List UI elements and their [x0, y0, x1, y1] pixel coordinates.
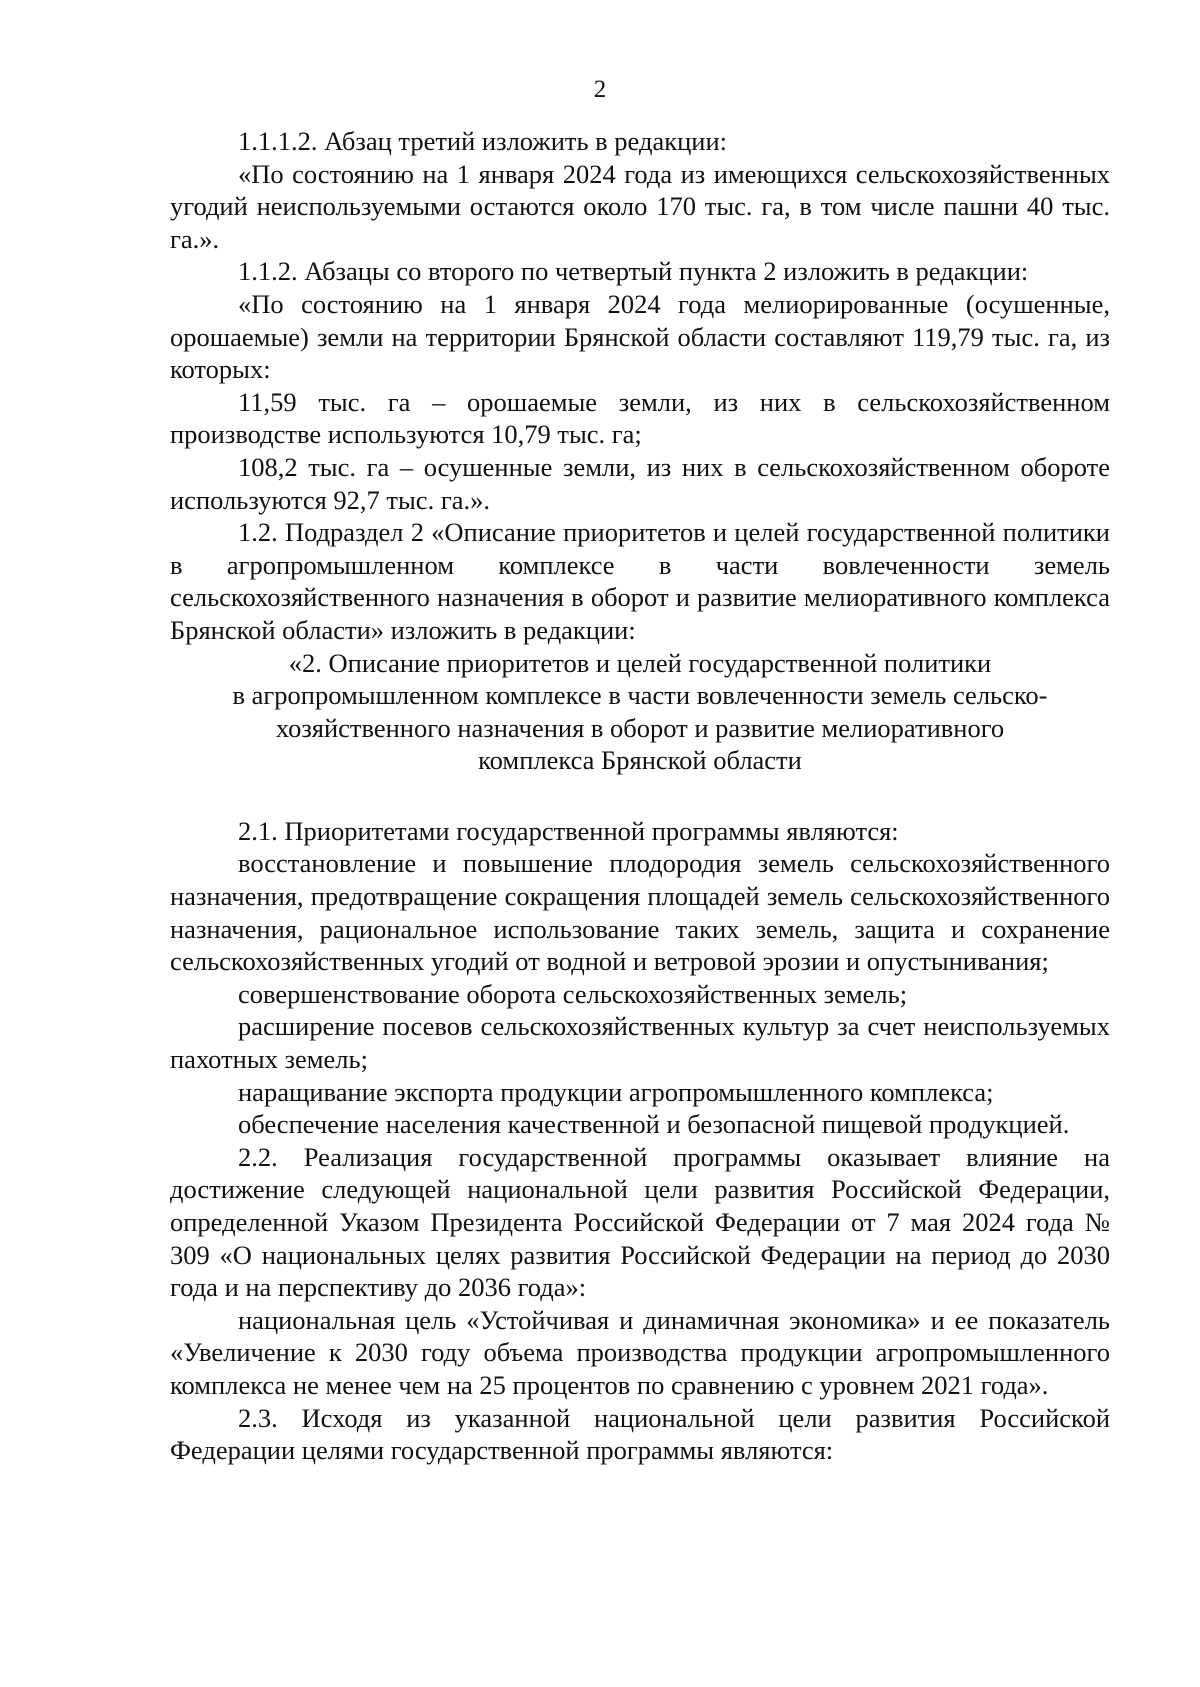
section-gap [170, 777, 1110, 815]
paragraph-irrigated-land: 11,59 тыс. га – орошаемые земли, из них в сельскохозяйственном производстве используются 10,79 тыс. га; [170, 386, 1110, 450]
paragraph-priority-land-turnover: совершенствование оборота сельскохозяйственных земель; [238, 978, 908, 1009]
paragraph-1-2: 1.2. Подраздел 2 «Описание приоритетов и целей государственной политики в агропромышленном комплексе в части вовлеченности земель сельскохозяйственного назначения в оборот и развитие мелиоративного комплекса Брянской области» изложить в редакции: [170, 517, 1110, 645]
page-number: 2 [593, 76, 607, 103]
document-body [170, 125, 1110, 1467]
paragraph-2-1: 2.1. Приоритетами государственной программы являются: [238, 815, 899, 846]
paragraph-priority-export: наращивание экспорта продукции агропромышленного комплекса; [238, 1076, 994, 1107]
paragraph-drained-land: 108,2 тыс. га – осушенные земли, из них в сельскохозяйственном обороте используются 92,7 тыс. га.». [170, 451, 1110, 515]
heading-line: «2. Описание приоритетов и целей государственной политики [288, 647, 992, 678]
heading-line: в агропромышленном комплексе в части вовлеченности земель сельско- [232, 680, 1048, 711]
paragraph-2-3: 2.3. Исходя из указанной национальной цели развития Российской Федерации целями государственной программы являются: [170, 1402, 1110, 1466]
paragraph-priority-food-security: обеспечение населения качественной и безопасной пищевой продукцией. [238, 1109, 1070, 1140]
heading-line: хозяйственного назначения в оборот и развитие мелиоративного [275, 712, 1005, 743]
paragraph-quote-reclaimed-land: «По состоянию на 1 января 2024 года мелиорированные (осушенные, орошаемые) земли на территории Брянской области составляют 119,79 тыс. га, из которых: [170, 288, 1110, 385]
section-heading [170, 647, 1110, 777]
paragraph-national-goal: национальная цель «Устойчивая и динамичная экономика» и ее показатель «Увеличение к 2030 году объема производства продукции агропромышленного комплекса не менее чем на 25 процентов по сравнению с уровнем 2021 года». [170, 1304, 1110, 1400]
paragraph-2-2: 2.2. Реализация государственной программы оказывает влияние на достижение следующей национальной цели развития Российской Федерации, определенной Указом Президента Российской Федерации от 7 мая 2024 года № 309 «О национальных целях развития Российской Федерации на период до 2030 года и на перспективу до 2036 года»: [170, 1141, 1110, 1303]
paragraph-priority-fertility: восстановление и повышение плодородия земель сельскохозяйственного назначения, предотвращение сокращения площадей земель сельскохозяйственного назначения, рациональное использование таких земель, защита и сохранение сельскохозяйственных угодий от водной и ветровой эрозии и опустынивания; [170, 848, 1110, 977]
paragraph-quote-agricultural-land: «По состоянию на 1 января 2024 года из имеющихся сельскохозяйственных угодий неиспользуемыми остаются около 170 тыс. га, в том числе пашни 40 тыс. га.». [170, 158, 1110, 254]
paragraph-priority-crop-expansion: расширение посевов сельскохозяйственных культур за счет неиспользуемых пахотных земель; [170, 1011, 1110, 1075]
paragraph-1-1-1-2: 1.1.1.2. Абзац третий изложить в редакции: [238, 126, 727, 156]
paragraph-1-1-2: 1.1.2. Абзацы со второго по четвертый пункта 2 изложить в редакции: [238, 256, 1029, 287]
heading-line: комплекса Брянской области [478, 745, 802, 776]
